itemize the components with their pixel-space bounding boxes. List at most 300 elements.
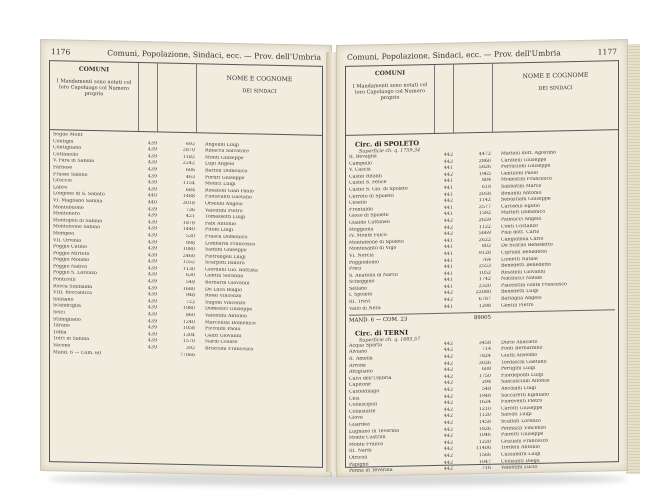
population: 802 [481,244,491,250]
sindaco-name: Scarpitti Isidoro [205,260,245,267]
population: 1742 [478,277,491,283]
circ-number: 442 [443,159,453,165]
population: 1458 [478,419,491,426]
population: 11406 [475,446,491,452]
circ-number: 442 [443,152,453,158]
sindaco-name: Ribacca Salvatore [205,148,250,155]
comune-name: Cottanello [53,151,79,158]
circ-number: 442 [443,172,453,178]
circ-number: 441 [443,271,453,277]
sindaco-name: Medici Luigi [205,181,236,188]
circ-number: 439 [147,226,157,232]
sindaco-name [195,353,319,362]
circ-number: 439 [147,305,157,311]
circ-number: 439 [147,292,157,298]
left-col-popolazione [158,63,197,132]
sindaco-name: Bonanni Antonio [501,190,542,197]
right-table [345,60,619,474]
population: 722 [185,299,195,306]
population: 9128 [478,250,491,256]
comune-name: Collescipoli [349,402,378,408]
population: 1566 [478,452,491,459]
circ-number: 441 [443,284,453,290]
right-header-text: Comuni, Popolazione, Sindaci, ecc. — Prov. dell'Umbria [347,48,561,62]
population: 22080 [475,290,491,296]
circ-number: 439 [147,186,157,193]
comune-name: Gioso di Spoleto [349,213,389,220]
population: 860 [185,313,195,319]
sindaco-name: Cassandra Luigi [501,451,541,458]
population: 1488 [182,194,195,200]
comune-name: Lugnano in Teverina [349,428,399,435]
circ-number: 442 [443,341,453,347]
comune-name: Cerreto di Spoleto [349,193,394,200]
sindaco-name: Porfiri Giuseppe [205,174,245,181]
section-spoleto-footer: MAND. 6 — COM. 23 89005 [349,309,615,326]
circ-number: 442 [443,466,453,472]
sindaco-name: Modestini Francesco [501,176,552,183]
circ-number: 439 [147,345,157,351]
comune-name: Stimigliano [53,316,81,323]
population: 998 [185,240,195,246]
circ-number: 442 [443,225,453,231]
circ-number: 439 [147,219,157,226]
population: 1047 [478,459,491,465]
sindaco-name: Orsolini Angelo [205,201,243,208]
population: 1826 [478,426,491,432]
population: 1570 [182,339,195,345]
population: 1154 [182,181,195,187]
comune-name: I. Spoleto [349,292,373,299]
circ-number: 442 [443,198,453,204]
sindaco-name: Ferracioni Giuseppe [501,163,551,170]
comune-name: Configni [53,138,74,145]
population: 1582 [478,211,491,217]
population: 1120 [478,413,491,419]
comune-name: Farnese [53,165,73,171]
population: 804 [481,178,491,184]
population: 608 [481,367,491,373]
population: 1142 [478,197,491,204]
population: 2058 [478,191,491,197]
sindaco-name: Rosatelli Giovanni [501,269,546,276]
population: 5826 [478,164,491,171]
sindaco-name: Piacentini conte Francesco [501,282,567,289]
circ-number: 439 [147,338,157,344]
population: 77066 [179,352,195,358]
circ-number: 442 [443,440,453,446]
sindaco-name: Giutti Anselmo [501,352,538,359]
population: 5669 [478,230,491,237]
comune-name: S. Anatolia di Narco [349,272,398,279]
comune-name: Casteldilago [349,389,380,395]
comune-name: Montebuono [53,204,84,211]
left-rows [50,130,322,364]
comune-name: Selci [53,310,65,316]
left-col-comuni: COMUNI I Mandamenti sono notati col loro Capoluogo col Numero proprio [50,61,139,131]
circ-number: 439 [147,173,157,179]
comune-name: Toffia [53,330,67,336]
circ-number: 442 [443,231,453,237]
section-terni-subtitle: Superficie ch. q. 1685,57 [359,337,421,344]
population: 1122 [478,224,491,230]
circ-number: 442 [443,367,453,374]
population: 1948 [478,393,491,399]
sindaco-name: Nardi Cesare [205,339,238,346]
sindaco-name: Cangiamila Carlo [501,236,544,243]
population: 530 [185,233,195,240]
circ-number: 442 [443,387,453,393]
circ-number: 439 [147,312,157,318]
population: 463 [185,174,195,180]
sindaco-name: Fiordeponti Luigi [501,372,544,379]
population: 548 [185,280,195,286]
comune-name: Campello [349,160,372,167]
left-page [40,39,332,477]
sindaco-name: Bartoli Domenico [205,168,248,175]
comune-name: Otricoli [349,455,368,461]
comune-name: Cesi [349,396,360,402]
left-page-number: 1176 [51,47,71,57]
sindaco-name: Fioravanti Gaetano [205,194,252,201]
population: 1130 [182,266,195,273]
sindaco-name: Natalucci Natale [501,276,543,282]
population: 948 [185,293,195,299]
population: 7824 [478,353,491,360]
circ-number: 442 [443,427,453,433]
right-running-head [347,47,617,62]
circ-number: 439 [147,299,157,305]
population: 4472 [478,151,491,158]
open-book [40,22,630,482]
circ-number: 441 [443,192,453,198]
comune-name: Calvi dell'Umbria [349,375,392,382]
sindaco-name: Tomassetti Luigi [205,214,246,221]
sindaco-name: Fioreventi Pietro [501,398,543,405]
circ-number: 442 [443,453,453,459]
circ-number: 442 [443,460,453,466]
comune-name: Montopoli di Sabina [53,217,103,224]
sindaco-name: Frasca Domenico [205,234,248,241]
comune-name: Castel Ritaldi [349,173,382,180]
comune-name: Greccio [53,178,72,184]
circ-number: 439 [147,272,157,278]
comune-name: VII. Orvinio [53,237,82,244]
comune-name: V. Fara in Sabina [53,158,95,165]
sindaco-name: Sebastiani Giuseppe [501,196,551,203]
sindaco-name: Gentiloni Paolo [501,170,538,177]
population: 1220 [478,439,491,445]
sindaco-name: Graziani Francesco [501,438,549,445]
circ-number: 439 [147,233,157,239]
circ-number: 442 [443,381,453,387]
population: 764 [481,257,491,263]
sindaco-name: Sugoni Vincenzo [205,300,246,307]
right-col-circ [435,65,454,133]
population: 1058 [182,326,195,332]
sindaco-name: Cipriani Benedetto [501,249,548,256]
sindaco-name: Benedetti Benedetto [501,262,552,269]
sindaco-name: Fabi Antonio [205,221,236,227]
comune-name: Rocca Sinibalda [53,283,93,290]
circ-number: 441 [443,304,453,310]
circ-number: 439 [147,206,157,212]
comune-name: Ponticelli [53,277,76,283]
comune-name: Scheggino [349,279,375,286]
comune-name: Poggiodomo [349,259,379,266]
section-terni-title: Circ. di TERNI [355,328,409,338]
sindaco-name: Lionetti Natale [501,256,538,263]
circ-number: 439 [147,153,157,160]
population: 714 [481,347,491,353]
population: 1298 [478,303,491,309]
comune-name: Castel S. Gio. di Spoleto [349,186,408,193]
sindaco-name: Piccolini Paolo [205,326,241,333]
sindaco-name: Battaglia Angelo [501,295,542,302]
comune-name: V. Cascia [349,167,371,173]
population: 1750 [478,373,491,379]
circ-number: 439 [147,325,157,331]
comune-name: III. Narni [349,448,372,455]
circ-number: 439 [147,180,157,186]
comune-name: Montenero [53,211,80,217]
sindaco-name: Gazzi Giovanni [205,333,242,339]
population: 294 [481,380,491,386]
population: 2320 [478,283,491,289]
sindaco-name: Ancaiani Luigi [501,385,537,392]
circ-number: 442 [443,413,453,420]
comune-name: Torri in Sabina [53,336,90,343]
population: 736 [185,207,195,213]
population: 2659 [478,217,491,224]
comune-name: Papigno [349,461,369,468]
comune-name: Poggio Nativo [53,264,88,270]
sindaco-name: Valentini Lucio [501,464,538,471]
sindaco-name: Fonti Bernardino [501,346,543,353]
circ-number: 442 [443,354,453,360]
population: 1304 [182,332,195,339]
sindaco-name: Pietrangeli Luigi [205,254,246,260]
comune-name: Monte Castrilli [349,435,386,441]
page-edges [626,44,640,474]
comune-name: Capitone [349,382,371,389]
sindaco-name: Carotti Giuseppe [501,405,543,412]
comune-name: Moggiona [349,226,374,233]
population: 684 [185,187,195,193]
comune-name: Castel S. Felice [349,180,387,187]
population: 2460 [182,253,195,259]
circ-number: 441 [443,277,453,284]
population: 618 [481,184,491,190]
circ-number: 441 [443,258,453,264]
section-spoleto-rows [349,149,615,313]
comune-name: Alviano [349,349,368,356]
circ-number: 441 [443,165,453,171]
comune-name: Monte Franco [349,441,384,448]
circ-number: 442 [443,361,453,367]
comune-name: Segue Mont [53,132,83,138]
sindaco-name: Tordaschi Gaetano [501,359,547,366]
population: 2860 [478,158,491,164]
comune-name: Monteleone di Spoleto [349,239,404,246]
right-col-comuni: COMUNI I Mandamenti sono notati col loro Capoluogo col Numero proprio [346,65,435,135]
circ-number: 442 [443,297,453,303]
circ-number [141,352,157,359]
comune-name: Preci [349,266,362,272]
sindaco-name: Lombardi Francesco [205,240,256,247]
comune-name: Poggio Moiano [53,257,90,264]
sindaco-name: Mattioli dott. Agostino [501,150,556,157]
sindaco-name: Giordani Gio. Battista [205,267,258,274]
sindaco-name: De Luca Biagio [205,287,242,293]
comune-name: Giove [349,415,363,422]
right-table-header [346,61,618,136]
population: 1182 [182,154,195,160]
circ-number: 442 [443,218,453,224]
circ-number: 442 [443,407,453,413]
comune-name: VIII. Roccantica [53,290,93,297]
right-page [336,39,628,477]
circ-number: 439 [147,252,157,259]
circ-number: 439 [147,167,157,173]
sindaco-name: Brocconi Francesco [205,346,254,353]
circ-number: 439 [147,246,157,252]
comune-name: Collestatte [349,409,376,415]
sindaco-name: Bernardi Giovanni [205,280,250,287]
population: 1878 [182,220,195,226]
sindaco-name: Perugini Luigi [501,366,536,372]
comune-name: Sellano [349,286,368,292]
comune-name: Guardea [349,422,370,428]
left-col-circ [139,63,158,131]
comune-name: Gualdo Cattaneo [349,219,390,226]
sindaco-name: Matteri Domenico [501,210,546,216]
comune-name: II. Bevagna [349,154,377,160]
circ-number: 439 [147,147,157,153]
comune-name: Frontaldo [349,207,373,213]
circ-number: 439 [147,239,157,245]
circ-number: 439 [147,266,157,272]
population: 692 [185,141,195,147]
comune-name: Mand. 6 — Com. 60 [53,349,102,356]
population: 2553 [478,263,491,270]
circ-number: 441 [443,185,453,191]
sindaco-name: Angelini Luigi [205,141,240,148]
sindaco-name: Valentini Antonio [205,313,247,320]
population: 548 [481,386,491,393]
sindaco-name: Colasanti Diego [501,458,540,465]
circ-number: 439 [147,160,157,166]
section-terni-rows [349,338,615,475]
population: 1210 [478,406,491,412]
comune-name: Acqua Sparta [349,342,382,349]
comune-name: Mompeo [53,231,75,237]
sindaco-name: Pennazzi Vincenzo [501,425,547,432]
right-col-popolazione [454,64,493,133]
comune-name: Montesanto di Vigo [349,246,397,253]
sindaco-name: Salvati Luigi [501,412,532,418]
population: 2577 [478,204,491,210]
comune-name: VI. Norcia [349,253,374,259]
population: 3026 [478,360,491,366]
circ-number: 442 [443,374,453,380]
sindaco-name: Sabbatini Marco [501,183,542,190]
sindaco-name: Monti Giuseppe [205,155,244,161]
population: 1080 [182,247,195,253]
circ-number: 441 [443,264,453,270]
population: 1965 [478,171,491,177]
circ-number: 442 [443,433,453,439]
population: 1552 [182,260,195,266]
sindaco-name: Valentini Pietro [205,207,243,214]
sindaco-name: Sancasciani Alfonso [501,378,550,386]
population: 1624 [478,399,491,406]
sindaco-name: Gentili Serafino [205,273,244,280]
comune-name: Tarano [53,323,70,329]
comune-name: Attigliano [349,369,373,376]
sindaco-name: Pitoni Luigi [205,227,234,234]
population: 1680 [182,286,195,292]
sindaco-name: Santini Giuseppe [205,247,247,254]
comune-name: Poggio Mirteto [53,250,90,257]
population: 392 [185,345,195,352]
population: 2242 [182,161,195,167]
comune-name: Frasso Sabino [53,171,88,178]
comune-name: Contigliano [53,145,82,151]
sindaco-name: Palmucci Angelo [501,216,542,223]
sindaco-name: Domenici Giuseppe [205,306,253,313]
comune-name: Monteleone Sabino [53,224,101,231]
population: 716 [481,465,491,472]
circ-number: 439 [147,318,157,325]
circ-number: 441 [443,251,453,257]
population: 1046 [478,432,491,439]
circ-number: 441 [443,244,453,251]
circ-number: 442 [443,394,453,400]
circ-number: 439 [147,213,157,219]
circ-number: 440 [147,200,157,206]
circ-number: 441 [443,211,453,218]
circ-number: 439 [147,279,157,285]
sindaco-name: Scaffati Lorenzo [501,418,541,425]
sindaco-name: Durio Anacleto [501,339,538,346]
left-header-text: Comuni, Popolazione, Sindaci, ecc. — Prov. dell'Umbria [107,48,321,62]
sindaco-name: Marcellini Domenico [205,320,256,327]
circ-number: 442 [443,400,453,406]
circ-number: 439 [147,140,157,146]
population: 2870 [182,148,195,154]
circ-number: 442 [443,420,453,426]
circ-number: 439 [147,332,157,338]
comune-name: Labro [53,184,68,191]
left-running-head [51,47,321,62]
circ-number: 442 [443,446,453,453]
sindaco-name: Caroselli Egidio [501,203,540,210]
population: 606 [185,167,195,174]
sindaco-name: Gentili Pietro [501,302,534,309]
section-spoleto-title: Circ. di SPOLETO [355,139,420,149]
comune-name: Longone di S. Sabato [53,191,105,198]
comune-name: Salisano [53,297,74,303]
sindaco-name: Rossi Vincenzo [205,293,242,300]
comune-name: Arrone [349,363,366,369]
sindaco-name: Benedetti Luigi [501,289,539,296]
population: 1052 [478,270,491,276]
sindaco-name: Pilai dott. Carlo [501,229,540,236]
sindaco-name: Pieretti Giuseppe [501,431,544,438]
right-page-number: 1177 [597,47,617,57]
comune-name: Cesello [349,200,367,206]
